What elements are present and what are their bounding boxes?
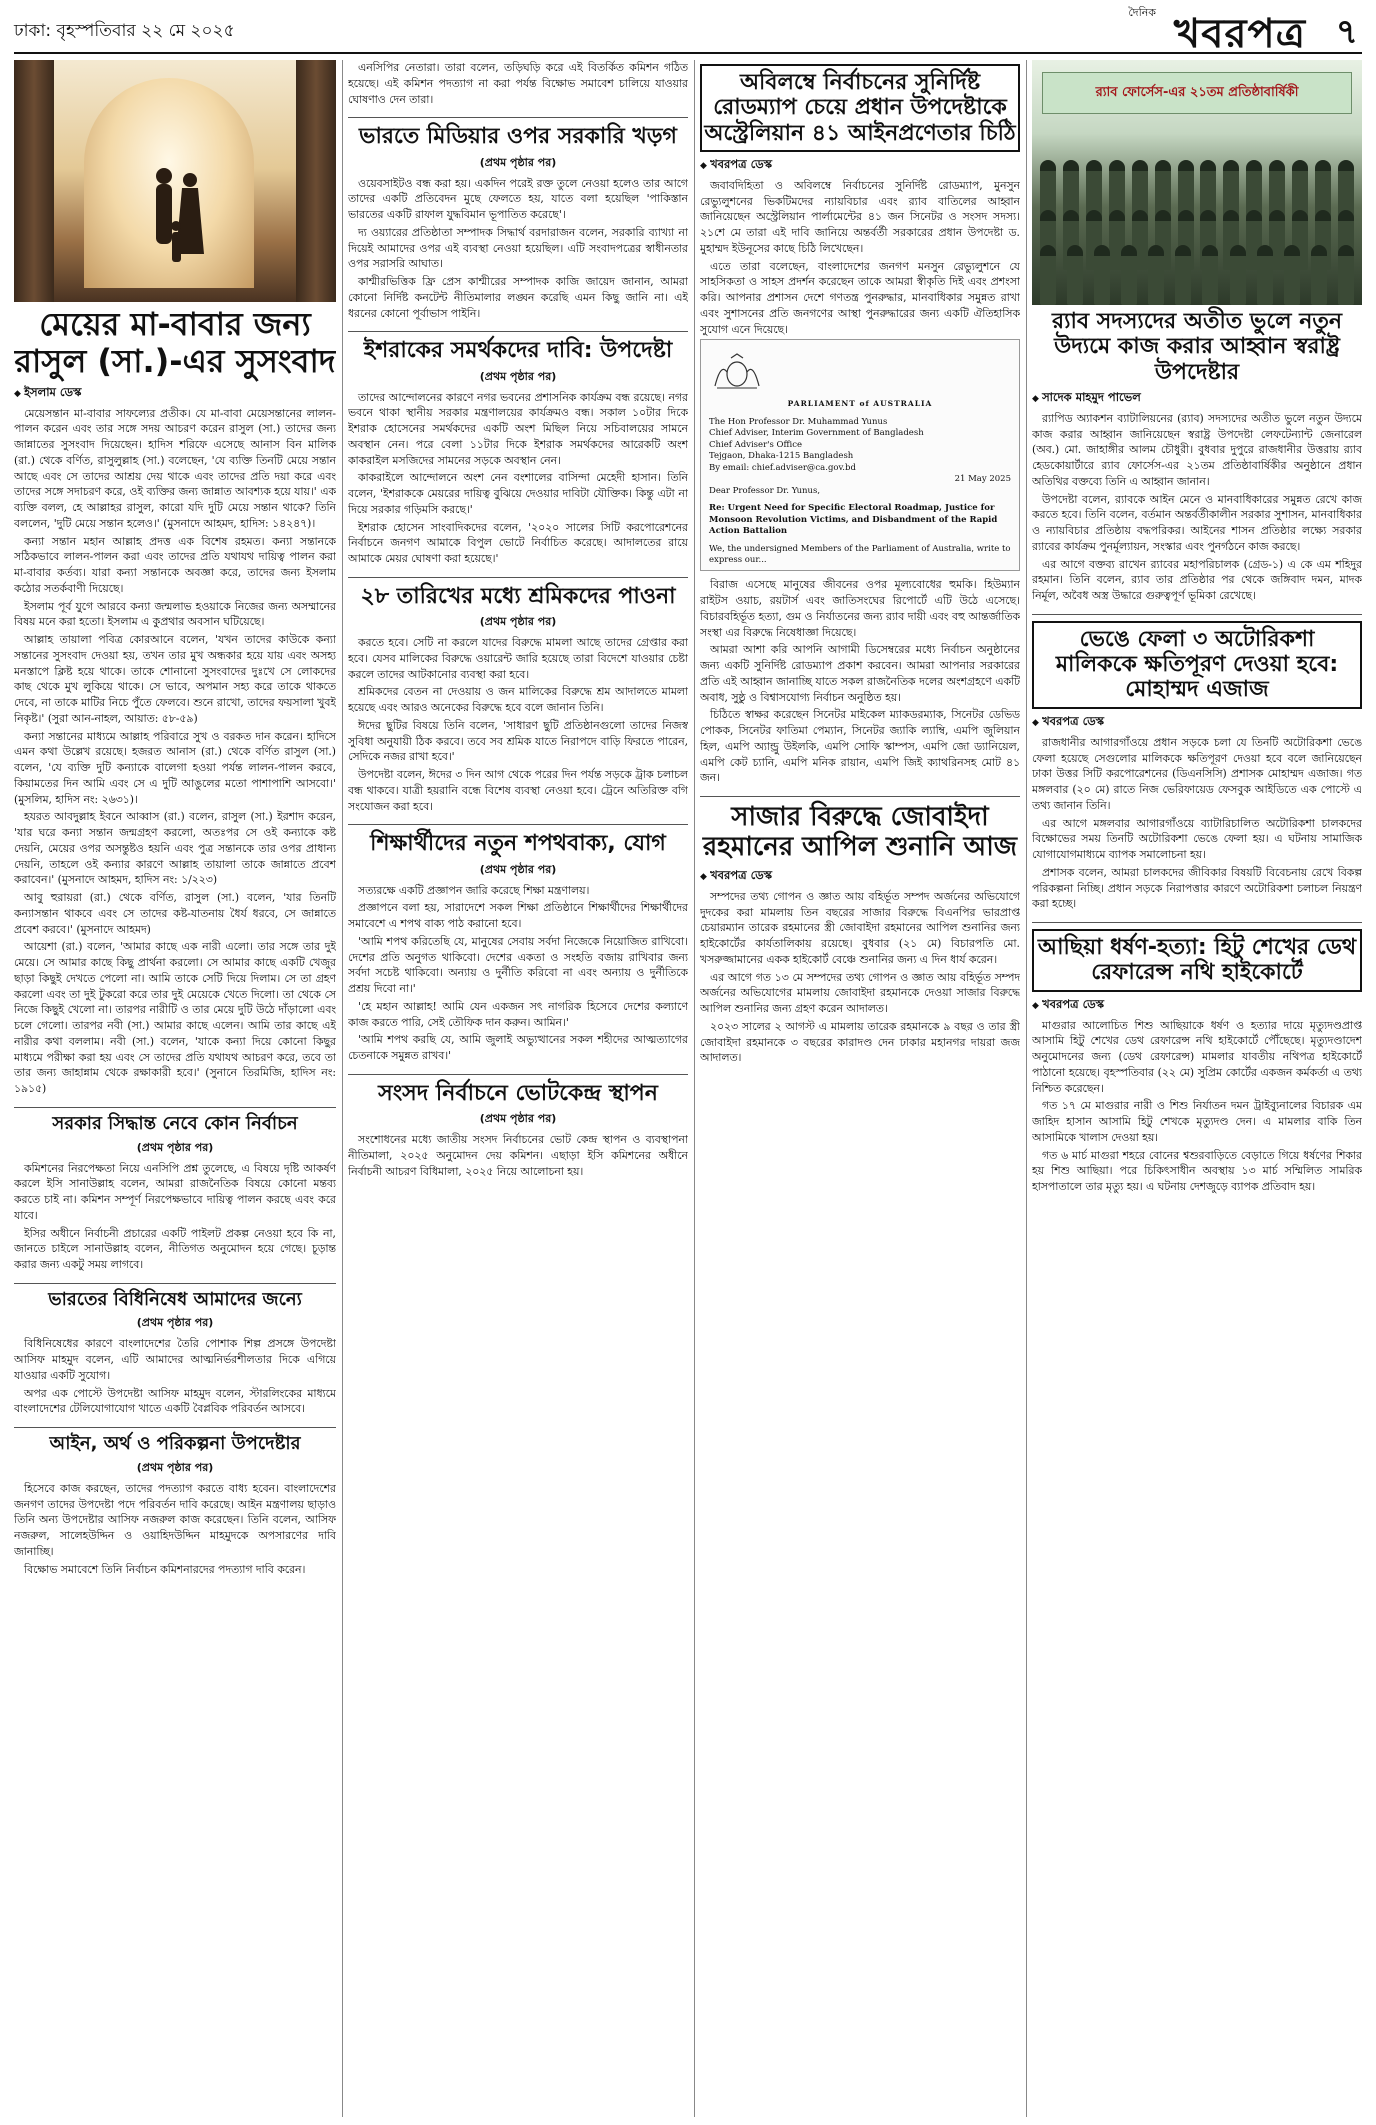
continued-label: (প্রথম পৃষ্ঠার পর) (136, 1460, 214, 1474)
brand-logo: খবরপত্র (1173, 11, 1306, 57)
divider (348, 1074, 688, 1075)
headline: সংসদ নির্বাচনে ভোটকেন্দ্র স্থাপন (378, 1080, 658, 1106)
paragraph: প্রশাসক বলেন, আমরা চালকদের জীবিকার বিষয়টি বিবেচনায় রেখে বিকল্প পরিকল্পনা নিচ্ছি। প্রধান সড়কে নিরাপত্তার কারণে অটোরিকশা চলাচল নিয়ন্ত্রণ করা হচ্ছে। (1032, 865, 1362, 911)
recipient-line: Chief Adviser, Interim Government of Bangladesh (709, 428, 924, 439)
column-divider (694, 60, 695, 2117)
brand-prefix: দৈনিক (1128, 6, 1156, 19)
recipient-line: Tejgaon, Dhaka-1215 Bangladesh (709, 451, 854, 462)
paragraph: আবু হুরায়রা (রা.) থেকে বর্ণিত, রাসুল (সা.) বলেন, 'যার তিনটি কন্যাসন্তান থাকবে এবং সে তাদের কষ্ট-যাতনায় ধৈর্য ধরবে, সে জান্নাতে প্রবেশ করবে।' (মুসনাদে আহমদ) (14, 891, 336, 936)
column-divider (342, 60, 343, 2117)
paragraph: প্রজ্ঞাপনে বলা হয়, সারাদেশে সকল শিক্ষা প্রতিষ্ঠানে শিক্ষার্থীদের শিক্ষার্থীদের সমাবেশে এ শপথ বাক্য পাঠ করানো হবে। (348, 901, 688, 931)
article-body (14, 1161, 336, 1273)
pillar-shape (14, 60, 54, 302)
recipient-line: The Hon Professor Dr. Muhammad Yunus (709, 416, 888, 427)
story-workers-dues (348, 584, 688, 815)
paragraph: আমরা আশা করি আপনি আগামী ডিসেম্বরের মধ্যে নির্বাচন অনুষ্ঠানের জন্য একটি সুনির্দিষ্ট রোডম্যাপ প্রকাশ করবেন। আমরা আপনার সরকারের প্রতি এই আহ্বান জানাচ্ছি যাতে সকল রাজনৈতিক দলের অংশগ্রহণে একটি অবাধ, সুষ্ঠু ও বিশ্বাসযোগ্য নির্বাচন অনুষ্ঠিত হয়। (700, 643, 1020, 704)
paragraph: বিরাজ এসেছে মানুষের জীবনের ওপর মূল্যবোধের হুমকি। হিউম্যান রাইটস ওয়াচ, রয়টার্স এবং জাতিসংঘের রিপোর্টে এটি উঠে এসেছে। বিচারবহির্ভূত হত্যা, গুম ও নির্যাতনের জন্য র‍্যাব দায়ী এবং বহু আন্তর্জাতিক সংস্থা এর বিরুদ্ধে নিষেধাজ্ঞা দিয়েছে। (700, 578, 1020, 639)
continued-label: (প্রথম পৃষ্ঠার পর) (136, 1140, 214, 1154)
story-ncp-continued (348, 60, 688, 107)
continued-label: (প্রথম পৃষ্ঠার পর) (479, 1112, 557, 1126)
paragraph: কন্যা সন্তান মহান আল্লাহ প্রদত্ত এক বিশেষ রহমত। কন্যা সন্তানকে সঠিকভাবে লালন-পালন করা এবং তাদের প্রতি যথাযথ দায়িত্ব পালন করা মা-বাবার কর্তব্য। যারা কন্যা সন্তানকে অবজ্ঞা করে, তাদের জন্য ইসলাম কঠোর সতর্কবাণী দিয়েছে। (14, 534, 336, 595)
byline: ◆ খবরপত্র ডেস্ক (1032, 996, 1362, 1015)
paragraph: বিক্ষোভ সমাবেশে তিনি নির্বাচন কমিশনারদের পদত্যাগ দাবি করেন। (24, 1562, 306, 1576)
paragraph: রাজধানীর আগারগাঁওয়ে প্রধান সড়কে চলা যে তিনটি অটোরিকশা ভেঙে ফেলা হয়েছে সেগুলোর মালিককে ক্ষতিপূরণ দেওয়া হবে বলে জানিয়েছেন ঢাকা উত্তর সিটি করপোরেশনের (ডিএনসিসি) প্রশাসক মোহাম্মদ এজাজ। গত মঙ্গলবার (২০ মে) রাতে নিজ ভেরিফায়েড ফেসবুক আইডিতে এক পোস্টে এ তথ্য জানান তিনি। (1032, 735, 1362, 812)
letter-salutation: Dear Professor Dr. Yunus, (709, 485, 821, 496)
letter-date: 21 May 2025 (954, 474, 1011, 485)
paragraph: তাদের আন্দোলনের কারণে নগর ভবনের প্রশাসনিক কার্যক্রম বন্ধ রয়েছে। নগর ভবনে থাকা স্থানীয় সরকার মন্ত্রণালয়ের কার্যক্রমও বন্ধ। সকাল ১০টার দিকে ইশরাক হোসেনের সমর্থকদের একটি অংশ মিছিল নিয়ে সচিবালয়ের সামনে অবস্থান নেন। পরে বেলা ১১টার দিকে ইশরাক সমর্থকদের আরেকটি অংশ কাকরাইল মসজিদের সামনের সড়কে অবস্থান নেন। (348, 390, 688, 467)
letter-opening: We, the undersigned Members of the Parliament of Australia, write to express our... (709, 543, 1011, 566)
paragraph: 'আমি শপথ করছি যে, আমি জুলাই অভ্যুত্থানের সকল শহীদের আত্মত্যাগের চেতনাকে সমুন্নত রাখব।' (348, 1033, 688, 1063)
paragraph: সম্পদের তথ্য গোপন ও জ্ঞাত আয় বহির্ভূত সম্পদ অর্জনের অভিযোগে দুদকের করা মামলায় তিন বছরের সাজার বিরুদ্ধে বিএনপির ভারপ্রাপ্ত চেয়ারম্যান তারেক রহমানের স্ত্রী জোবাইদা রহমানের আপিল শুনানির জন্য হাইকোর্টের কার্যতালিকায় রয়েছে। বুধবার (২১ মে) বিচারপতি মো. খসরুজ্জামানের একক হাইকোর্ট বেঞ্চে শুনানির জন্য এ দিন ধার্য করেন। (700, 889, 1020, 966)
paragraph: সত্যরক্ষে একটি প্রজ্ঞাপন জারি করেছে শিক্ষা মন্ত্রণালয়। (358, 883, 590, 897)
continued-label: (প্রথম পৃষ্ঠার পর) (479, 155, 557, 169)
paragraph: জবাবদিহিতা ও অবিলম্বে নির্বাচনের সুনির্দিষ্ট রোডম্যাপ, মুনসুন রেভ্যুলুশনের ভিকটিমদের ন্যায়বিচার এবং র‍্যাব বাতিলের আহ্বান জানিয়েছেন অস্ট্রেলিয়ান পার্লামেন্টের ৪১ জন সিনেটর ও সংসদ সদস্য। ২১শে মে তারা এই দাবি জানিয়ে অন্তর্বর্তী সরকারের প্রধান উপদেষ্টা ড. মুহাম্মদ ইউনূসের কাছে চিঠি লিখেছেন। (700, 178, 1020, 255)
article-body (348, 176, 688, 322)
paragraph: কন্যা সন্তানের মাধ্যমে আল্লাহ পরিবারে সুখ ও বরকত দান করেন। হাদিসে এমন কথা উল্লেখ রয়েছে। হজরত আনাস (রা.) থেকে বর্ণিত রাসুল (সা.) বলেন, 'যে ব্যক্তি দুটি কন্যাকে বালেগা হওয়া পর্যন্ত লালন-পালন করবে, কিয়ামতের দিন আমি এবং সে এ দুটি আঙুলের মতো পাশাপাশি আসবো।' (মুসলিম, হাদিস নং: ২৬৩১)। (14, 729, 336, 806)
paragraph: ওয়েবসাইটও বন্ধ করা হয়। একদিন পরেই রক্ত তুলে নেওয়া হলেও তার আগে তাদের একটি প্রতিবেদন মুছে ফেলতে হয়, যাতে বলা হয়েছিল 'পাকিস্তান ভারতের একটি রাফাল যুদ্ধবিমান ভূপাতিত করেছে'। (348, 176, 688, 222)
paragraph: মেয়েসন্তান মা-বাবার সাফল্যের প্রতীক। যে মা-বাবা মেয়েসন্তানের লালন-পালন করেন এবং তার সঙ্গে সদয় আচরণ করেন রাসুল (সা.) তাদের জন্য জান্নাতের সুসংবাদ দিয়েছেন। হাদিস শরিফে এসেছে আনাস বিন মালিক (রা.) থেকে বর্ণিত, রাসুলুল্লাহ (সা.) বলেছেন, 'যে ব্যক্তি তিনটি মেয়ে সন্তান আছে এবং সে তাদের আশ্রয় দেয় থাকে এবং তাদের প্রতি দয়া করে এবং তাদের সঙ্গে সদাচরণ করে, ওই ব্যক্তির জন্য জান্নাত আবশ্যক হয়ে যায়।' এক ব্যক্তি বলল, হে আল্লাহর রাসুল, কারো যদি দুটি মেয়ে সন্তান থাকে? তিনি বললেন, 'দুটি মেয়ে সন্তান হলেও।' (মুসনাদে আহমদ, হাদিস: ১৪২৪৭)। (14, 406, 336, 530)
divider (1032, 922, 1362, 923)
article-body (1032, 411, 1362, 604)
headline: মেয়ের মা-বাবার জন্য রাসুল (সা.)-এর সুসংবাদ (14, 305, 336, 380)
column-4 (1032, 60, 1362, 2117)
story-ishraque-supporters (348, 338, 688, 567)
paragraph: 'আমি শপথ করিতেছি যে, মানুষের সেবায় সর্বদা নিজেকে নিয়োজিত রাখিবো। দেশের প্রতি অনুগত থাকিবো। দেশের একতা ও সংহতি বজায় রাখিবার জন্য সর্বদা সচেষ্ট থাকিবো। অন্যায় ও দুর্নীতি করিবো না এবং অন্যায় ও দুর্নীতিকে প্রশ্রয় দিবো না।' (348, 934, 688, 996)
mosque-family-photo (14, 60, 336, 302)
headline: আইন, অর্থ ও পরিকল্পনা উপদেষ্টার (49, 1433, 301, 1455)
paragraph: আয়েশা (রা.) বলেন, 'আমার কাছে এক নারী এলো। তার সঙ্গে তার দুই মেয়ে। সে আমার কাছে কিছু প্রার্থনা করলো। সে আমার কাছে একটি খেজুর ছাড়া কিছুই দেখতে পেলো না। আমি তাকে সেটি দিয়ে দিলাম। সে তা গ্রহণ করলো এবং তা দুই টুকরো করে তার দুই মেয়েকে খেতে দিলো। তা থেকে সে নিজে কিছুই খেলো না। তারপর নারীটি ও তার মেয়ে দুটি উঠে দাঁড়ালো এবং চলে গেলো। তারপর নবী (সা.) আমার কাছে এলেন। আমি তার কাছে এই নারীর কথা বললাম। নবী (সা.) বলেন, 'যাকে কন্যা দিয়ে কোনো কিছুর মাধ্যমে পরীক্ষা করা হয় এবং সে তাদের প্রতি যথাযথ আচরণ করে, তবে তা তার জন্য জাহান্নাম থেকে রক্ষাকারী হবে।' (সুনানে তিরমিজি, হাদিস নং: ১৯১৫) (14, 940, 336, 1096)
headline: ২৮ তারিখের মধ্যে শ্রমিকদের পাওনা (360, 583, 676, 609)
paragraph: বিধিনিষেধের কারণে বাংলাদেশের তৈরি পোশাক শিল্প প্রসঙ্গে উপদেষ্টা আসিফ মাহমুদ বলেন, এটি আমাদের আত্মনির্ভরশীলতার দিকে এগিয়ে যাওয়ার একটি সুযোগ। (14, 1337, 336, 1382)
paragraph: ২০২৩ সালের ২ আগস্ট এ মামলায় তারেক রহমানকে ৯ বছর ও তার স্ত্রী জোবাইদা রহমানকে ৩ বছরের কারাদণ্ড দেন ঢাকার মহানগর দায়রা জজ আদালত। (700, 1019, 1020, 1065)
article-body (14, 406, 336, 1097)
paragraph: মাগুরার আলোচিত শিশু আছিয়াকে ধর্ষণ ও হত্যার দায়ে মৃত্যুদণ্ডপ্রাপ্ত আসামি হিটু শেখের ডেথ রেফারেন্স নথি হাইকোর্টে পৌঁছেছে। মৃত্যুদণ্ডাদেশ অনুমোদনের জন্য (ডেথ রেফারেন্স) মামলার যাবতীয় নথিপত্র হাইকোর্টে পাঠানো হয়েছে। বৃহস্পতিবার (২২ মে) সুপ্রিম কোর্টের একজন কর্মকর্তা এ তথ্য নিশ্চিত করেছেন। (1032, 1018, 1362, 1095)
paragraph: গত ১৭ মে মাগুরার নারী ও শিশু নির্যাতন দমন ট্রাইব্যুনালের বিচারক এম জাহিদ হাসান আসামি হিটু শেখকে মৃত্যুদণ্ড দেন। এ মামলার বাকি তিন আসামিকে খালাস দেওয়া হয়। (1032, 1099, 1362, 1144)
column-divider (1026, 60, 1027, 2117)
headline: ভেঙে ফেলা ৩ অটোরিকশা মালিককে ক্ষতিপূরণ দেওয়া হবে: মোহাম্মদ এজাজ (1032, 621, 1362, 709)
continued-label: (প্রথম পৃষ্ঠার পর) (479, 862, 557, 876)
story-student-oath (348, 831, 688, 1064)
story-asiya-case (1032, 929, 1362, 1195)
paragraph: দ্য ওয়্যারের প্রতিষ্ঠাতা সম্পাদক সিদ্ধার্থ বরদারাজন বলেন, সরকারি ব্যাখ্যা না দিয়েই আমাদের ওপর এই ব্যবস্থা নেওয়া হয়েছিল। এটি সংবাদপত্রের স্বাধীনতার ওপর সরাসরি আঘাত। (348, 225, 688, 271)
article-body (348, 60, 688, 107)
paragraph: হিসেবে কাজ করছেন, তাদের পদত্যাগ করতে বাধ্য হবেন। বাংলাদেশের জনগণ তাদের উপদেষ্টা পদে পরিবর্তন দাবি করেছে। আইন মন্ত্রণালয় ছাড়াও তিনি অন্য উপদেষ্টার আসিফ নজরুল কাজ করেছেন। তিনি বলেন, আসিফ নজরুল, সালেহউদ্দিন ও ওয়াহিদউদ্দিন মাহমুদকে অপসারণের দাবি জানাচ্ছি। (14, 1481, 336, 1558)
paragraph: শ্রমিকদের বেতন না দেওয়ায় ও জন মালিকের বিরুদ্ধে শ্রম আদালতে মামলা হয়েছে এবং আরও অনেকের বিরুদ্ধে হবে বলে জানান তিনি। (348, 685, 688, 715)
story-australian-mps-letter (700, 64, 1020, 786)
byline: ◆ সাদেক মাহমুদ পাভেল (1032, 389, 1362, 408)
story-india-media (348, 124, 688, 321)
masthead (14, 0, 1362, 57)
column-2 (348, 60, 688, 2117)
headline: ইশরাকের সমর্থকদের দাবি: উপদেষ্টা (363, 338, 673, 364)
parliament-name: PARLIAMENT of AUSTRALIA (787, 398, 933, 408)
paragraph: কমিশনের নিরপেক্ষতা নিয়ে এনসিপি প্রশ্ন তুলেছে, এ বিষয়ে দৃষ্টি আকর্ষণ করলে ইসি সানাউল্লাহ বলেন, আমরা রাজনৈতিক বিষয়ে কোনো মন্তব্য করতে চাই না। কমিশন সম্পূর্ণ নিরপেক্ষভাবে দায়িত্ব পালন করছে এবং করে যাবে। (14, 1161, 336, 1222)
paragraph: 'হে মহান আল্লাহ! আমি যেন একজন সৎ নাগরিক হিসেবে দেশের কল্যাণে কাজ করতে পারি, সেই তৌফিক দান করুন। আমিন।' (348, 999, 688, 1029)
paragraph: করতে হবে। সেটি না করলে যাদের বিরুদ্ধে মামলা আছে তাদের গ্রেপ্তার করা হবে। যেসব মালিকের বিরুদ্ধে ওয়ারেন্ট জারি হয়েছে তারা বিদেশে যাওয়ার চেষ্টা করলে তাদের আটকানোর ব্যবস্থা করা হবে। (348, 636, 688, 681)
people-row (1040, 245, 1354, 305)
article-body (348, 390, 688, 567)
paragraph: ইশরাক হোসেন সাংবাদিকদের বলেন, '২০২০ সালের সিটি করপোরেশনের নির্বাচনে জনগণ আমাকে বিপুল ভোটে নির্বাচিত করেছে। আদালতের রায়ে আমাকে মেয়র ঘোষণা করা হয়েছে।' (348, 520, 688, 566)
family-silhouette-icon (126, 164, 226, 284)
recipient-line: By email: chief.adviser@ca.gov.bd (709, 462, 856, 473)
paragraph: হযরত আবদুল্লাহ ইবনে আব্বাস (রা.) বলেন, রাসুল (সা.) ইরশাদ করেন, 'যার ঘরে কন্যা সন্তান জন্মগ্রহণ করলো, অতঃপর সে ওই কন্যাকে কষ্ট দেয়নি, মেয়ের ওপর অসন্তুষ্টও হয়নি এবং পুত্র সন্তানকে তার ওপর প্রাধান্য দেয়নি, তাহলে ওই কন্যার কারণে আল্লাহ তায়ালা তাকে জান্নাতে প্রবেশ করাবেন।' (মুসনাদে আহমদ, হাদিস নং: ১/২২৩) (14, 810, 336, 887)
article-body (348, 635, 688, 814)
paragraph: উপদেষ্টা বলেন, ঈদের ৩ দিন আগ থেকে পরের দিন পর্যন্ত সড়কে ট্রাক চলাচল বন্ধ থাকবে। যাত্রী হয়রানি বন্ধে বিশেষ ব্যবস্থা নেওয়া হবে। ট্রেনে অতিরিক্ত বগি সংযোজন করা হবে। (348, 768, 688, 813)
column-3 (700, 60, 1020, 2117)
paragraph: উপদেষ্টা বলেন, র‍্যাবকে আইন মেনে ও মানবাধিকারের সমুন্নত রেখে কাজ করতে হবে। তিনি বলেন, বর্তমান অন্তর্বর্তীকালীন সরকার সুশাসন, মানবাধিকার ও ন্যায়বিচার প্রতিষ্ঠায় বদ্ধপরিকর। আইনের শাসন প্রতিষ্ঠার লক্ষ্যে সরকার র‍্যাবের কার্যক্রম পুনর্মূল্যায়ন, সংস্কার এবং পুনর্গঠনে কাজ করছে। (1032, 492, 1362, 553)
paragraph: ইসলাম পূর্ব যুগে আরবে কন্যা জন্মলাভ হওয়াকে নিজের জন্য অসম্মানের বিষয় মনে করা হতো। ইসলাম এ কুপ্রথার অবসান ঘটিয়েছে। (14, 599, 336, 629)
issue-date: ঢাকা: বৃহস্পতিবার ২২ মে ২০২৫ (14, 21, 235, 41)
story-india-restrictions (14, 1290, 336, 1417)
paragraph: এনসিপির নেতারা। তারা বলেন, তড়িঘড়ি করে এই বিতর্কিত কমিশন গঠিত হয়েছে। এই কমিশন পদত্যাগ না করা পর্যন্ত বিক্ষোভ সমাবেশ চালিয়ে যাওয়ার ঘোষণাও দেন তারা। (348, 61, 688, 106)
article-body (700, 577, 1020, 786)
paragraph: গত ৬ মার্চ মাগুরা শহরে বোনের শ্বশুরবাড়িতে বেড়াতে গিয়ে ধর্ষণের শিকার হয় শিশু আছিয়া। পরে চিকিৎসাধীন অবস্থায় ১৩ মার্চ সম্মিলিত সামরিক হাসপাতালে তার মৃত্যু হয়। এ ঘটনায় দেশজুড়ে ব্যাপক প্রতিবাদ হয়। (1032, 1148, 1362, 1194)
divider (1032, 614, 1362, 615)
coat-of-arms-icon (709, 352, 765, 392)
letter-recipient (709, 417, 1011, 474)
article-body (348, 883, 688, 1064)
story-autorickshaw-compensation (1032, 621, 1362, 912)
byline: ◆ খবরপত্র ডেস্ক (700, 156, 1020, 175)
divider (348, 577, 688, 578)
story-election-decision (14, 1114, 336, 1273)
paragraph: সংশোধনের মধ্যে জাতীয় সংসদ নির্বাচনের ভোট কেন্দ্র স্থাপন ও ব্যবস্থাপনা নীতিমালা, ২০২৫ অনুমোদন দেয় কমিশন। এছাড়া ইসি কমিশনের অধীনে নির্বাচনী আচরণ বিধিমালা, ২০২৫ নিয়ে আলোচনা হয়। (348, 1133, 688, 1178)
article-body (14, 1481, 336, 1578)
article-body (700, 889, 1020, 1066)
divider (348, 331, 688, 332)
story-daughter-parents (14, 306, 336, 1097)
paragraph: এর আগে বক্তব্য রাখেন র‍্যাবের মহাপরিচালক (গ্রেড-১) এ কে এম শহিদুর রহমান। তিনি বলেন, র‍্যাব তার প্রতিষ্ঠার পর থেকে জঙ্গিবাদ দমন, মাদক নির্মূল, অবৈধ অস্ত্র উদ্ধারে গুরুত্বপূর্ণ ভূমিকা রেখেছে। (1032, 557, 1362, 603)
story-polling-centres (348, 1081, 688, 1180)
paragraph: অপর এক পোস্টে উপদেষ্টা আসিফ মাহমুদ বলেন, স্টারলিংকের মাধ্যমে বাংলাদেশের টেলিযোগাযোগ খাতে একটি বৈপ্লবিক পরিবর্তন আসবে। (14, 1386, 336, 1416)
recipient-line: Chief Adviser's Office (709, 439, 803, 450)
divider (348, 824, 688, 825)
headline: র‍্যাব সদস্যদের অতীত ভুলে নতুন উদ্যমে কাজ করার আহ্বান স্বরাষ্ট্র উপদেষ্টার (1051, 309, 1342, 385)
headline: আছিয়া ধর্ষণ-হত্যা: হিটু শেখের ডেথ রেফারেন্স নথি হাইকোর্টে (1032, 929, 1362, 992)
divider (700, 796, 1020, 797)
continued-label: (প্রথম পৃষ্ঠার পর) (479, 369, 557, 383)
headline: সাজার বিরুদ্ধে জোবাইদা রহমানের আপিল শুনানি আজ (702, 802, 1018, 863)
continued-label: (প্রথম পৃষ্ঠার পর) (136, 1316, 214, 1330)
paragraph: র‍্যাপিড অ্যাকশন ব্যাটালিয়নের (র‍্যাব) সদস্যদের অতীত ভুলে নতুন উদ্যমে কাজ করার আহ্বান জানিয়েছেন স্বরাষ্ট্র উপদেষ্টা লেফটেন্যান্ট জেনারেল (অব.) মো. জাহাঙ্গীর আলম চৌধুরী। বুধবার দুপুরে রাজধানীর উত্তরায় র‍্যাব হেডকোয়ার্টারে র‍্যাব ফোর্সেস-এর ২১তম প্রতিষ্ঠাবার্ষিকীর অনুষ্ঠানে প্রধান অতিথির বক্তব্যে তিনি এ আহ্বান জানান। (1032, 411, 1362, 488)
paragraph: কাকরাইলে আন্দোলনে অংশ নেন বংশালের বাসিন্দা মেহেদী হাসান। তিনি বলেন, 'ইশরাককে মেয়রের দায়িত্ব বুঝিয়ে দেওয়ার দাবিটা যৌক্তিক। কিন্তু এটা না দিয়ে সরকার গড়িমসি করছে।' (348, 471, 688, 516)
byline: ◆ ইসলাম ডেস্ক (14, 384, 336, 403)
divider (14, 1427, 336, 1428)
paragraph: ঈদের ছুটির বিষয়ে তিনি বলেন, 'সাধারণ ছুটি প্রতিষ্ঠানগুলো তাদের নিজস্ব সুবিধা অনুযায়ী ঠিক করবে। তবে সব শ্রমিক যাতে নিরাপদে বাড়ি ফিরতে পারেন, সেদিকে নজর রাখা হবে।' (348, 718, 688, 764)
paragraph: চিঠিতে স্বাক্ষর করেছেন সিনেটর মাইকেল ম্যাকডরম্যাক, সিনেটর ডেভিড পোকক, সিনেটর ফাতিমা পেম্যান, সিনেটর জ্যাকি ল্যাম্বি, এমপি জুলিয়ান হিল, এমপি অ্যান্ড্রু উইলকি, এমপি সোফি স্কাম্পস, এমপি জো ড্যানিয়েল, এমপি কেট চ্যানি, এমপি মনিক রায়ান, এমপি জিই ক্যাথরিনসহ মোট ৪১ জন। (700, 708, 1020, 785)
headline: ভারতে মিডিয়ার ওপর সরকারি খড়গ (359, 124, 677, 150)
pillar-shape (296, 60, 336, 302)
byline: ◆ খবরপত্র ডেস্ক (700, 867, 1020, 886)
article-body (348, 1132, 688, 1179)
paragraph: এর আগে মঙ্গলবার আগারগাঁওয়ে ব্যাটারিচালিত অটোরিকশা চালকদের বিক্ষোভের সময় তিনটি অটোরিকশা ভেঙে ফেলা হয়। এ ঘটনায় সামাজিক যোগাযোগমাধ্যমে ব্যাপক সমালোচনা হয়। (1032, 816, 1362, 862)
column-1 (14, 60, 336, 2117)
page-number: ৭ (1335, 12, 1358, 52)
article-body (14, 1336, 336, 1417)
headline: ভারতের বিধিনিষেধ আমাদের জন্যে (48, 1288, 302, 1310)
article-body (700, 178, 1020, 338)
paragraph: কাশ্মীরভিত্তিক ফ্রি প্রেস কাশ্মীরের সম্পাদক কাজি জায়েদ জানান, আমরা কোনো নির্দিষ্ট কনটেন্ট নীতিমালার লঙ্ঘন করেছি এমন কিছু জানি না। এই ধরনের কোনো পূর্বাভাস পাইনি। (348, 275, 688, 320)
continued-label: (প্রথম পৃষ্ঠার পর) (479, 615, 557, 629)
paragraph: ইসির অধীনে নির্বাচনী প্রচারের একটি পাইলট প্রকল্প নেওয়া হবে কি না, জানতে চাইলে সানাউল্লাহ বলেন, নীতিগত অনুমোদন হয়ে গেছে। চূড়ান্ত করার জন্য একটু সময় লাগবে। (14, 1226, 336, 1272)
headline: অবিলম্বে নির্বাচনের সুনির্দিষ্ট রোডম্যাপ চেয়ে প্রধান উপদেষ্টাকে অস্ট্রেলিয়ান ৪১ আইনপ্রণেতার চিঠি (700, 64, 1020, 152)
article-body (1032, 735, 1362, 912)
article-body (1032, 1018, 1362, 1195)
story-rab-anniversary (1032, 309, 1362, 604)
divider (348, 117, 688, 118)
letter-image (700, 339, 1020, 571)
rab-ceremony-photo (1032, 60, 1362, 305)
byline: ◆ খবরপত্র ডেস্ক (1032, 713, 1362, 732)
story-zubaida-appeal (700, 803, 1020, 1066)
divider (14, 1283, 336, 1284)
divider (14, 1107, 336, 1108)
paragraph: এর আগে গত ১৩ মে সম্পদের তথ্য গোপন ও জ্ঞাত আয় বহির্ভূত সম্পদ অর্জনের অভিযোগের মামলায় জোবাইদা রহমানকে দেওয়া সাজার বিরুদ্ধে আপিল শুনানির জন্য গ্রহণ করেন আদালত। (700, 970, 1020, 1016)
ceremony-banner: র‍্যাব ফোর্সেস-এর ২১তম প্রতিষ্ঠাবার্ষিকী (1042, 72, 1352, 114)
paragraph: আল্লাহ তায়ালা পবিত্র কোরআনে বলেন, 'যখন তাদের কাউকে কন্যা সন্তানের সুসংবাদ দেওয়া হয়, তখন তার মুখ অন্ধকার হয়ে যায় এবং অসহ্য মনস্তাপে ক্লিষ্ট হয়ে থাকে। তাকে শোনানো সুসংবাদের দুঃখে সে লোকদের কাছ থেকে মুখ লুকিয়ে থাকে। সে ভাবে, অপমান সহ্য করে তাকে থাকতে দেবে, না তাকে মাটির নিচে পুঁতে ফেলবে। শুনে রাখো, তাদের ফয়সালা খুবই নিকৃষ্ট।' (সুরা আন-নাহল, আয়াত: ৫৮-৫৯) (14, 633, 336, 725)
headline: শিক্ষার্থীদের নতুন শপথবাক্য, যোগ (370, 831, 666, 857)
letter-subject: Re: Urgent Need for Specific Electoral Roadmap, Justice for Monsoon Revolution Victims, and Disbandment of the Rapid Action Battalion (709, 503, 998, 537)
story-advisers (14, 1434, 336, 1577)
paragraph: এতে তারা বলেছেন, বাংলাদেশের জনগণ মনসুন রেভ্যুলুশনে যে সাহসিকতা ও সাহস প্রদর্শন করেছেন তাকে আমরা স্বীকৃতি দিই এবং প্রশংসা করি। আপনার প্রশাসন দেশে গণতন্ত্র পুনরুদ্ধার, মানবাধিকার সমুন্নত রাখা এবং সুশাসনের প্রতি জনগণের আস্থা পুনরুদ্ধারের জন্য একটি ঐতিহাসিক সুযোগ এনে দিয়েছে। (700, 259, 1020, 336)
headline: সরকার সিদ্ধান্ত নেবে কোন নির্বাচন (52, 1112, 298, 1134)
